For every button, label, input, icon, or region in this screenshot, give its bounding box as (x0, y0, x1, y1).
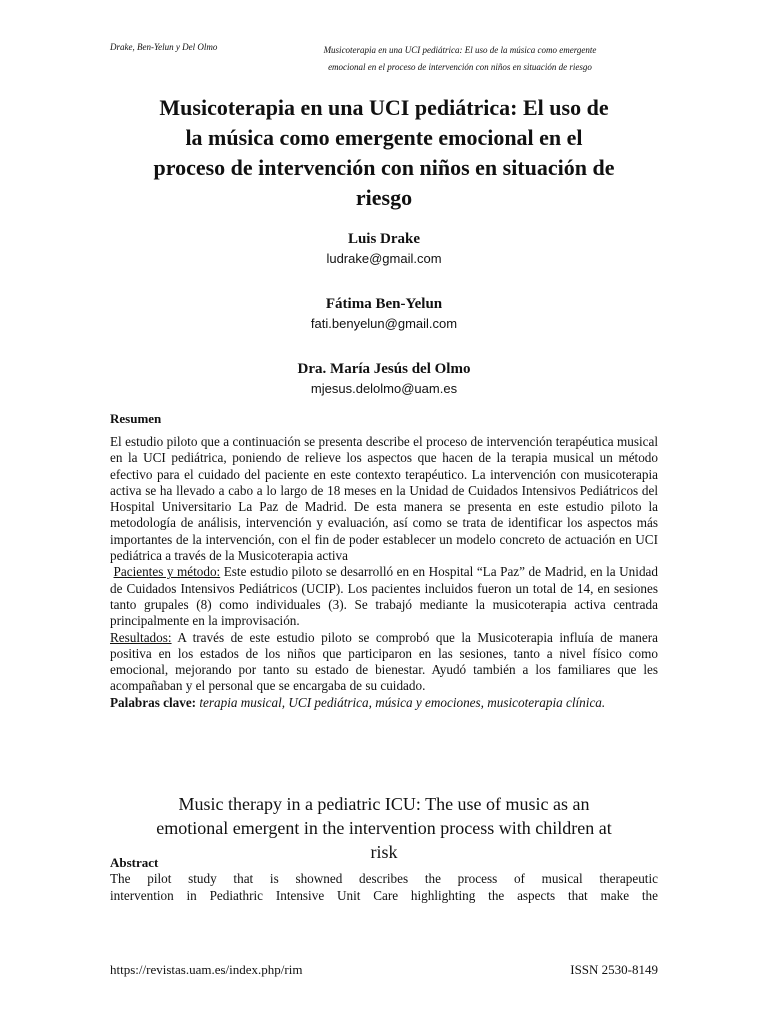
english-title-line: risk (370, 842, 398, 862)
author-name: Dra. María Jesús del Olmo (297, 361, 471, 377)
abstract-line: The pilot study that is showned describes the process of musical therapeutic (110, 871, 658, 886)
running-header-title (292, 42, 628, 76)
results-label: Resultados: (110, 629, 172, 645)
author-email[interactable]: fati.benyelun@gmail.com (310, 316, 458, 331)
running-header-authors: Drake, Ben-Yelun y Del Olmo (110, 42, 218, 52)
author-email[interactable]: ludrake@gmail.com (326, 251, 442, 266)
paper-title-line: la música como emergente emocional en el (185, 125, 583, 150)
author-email[interactable]: mjesus.delolmo@uam.es (310, 381, 458, 396)
abstract-heading: Abstract (110, 855, 159, 870)
paper-title (110, 93, 658, 213)
abstract-line: intervention in Pediathric Intensive Unit Care highlighting the aspects that make the (110, 887, 658, 903)
running-header-title-line: emocional en el proceso de intervención con niños en situación de riesgo (328, 62, 592, 72)
abstract-body (110, 871, 658, 904)
author-name: Fátima Ben-Yelun (325, 296, 443, 312)
keywords-text: terapia musical, UCI pediátrica, música y emociones, musicoterapia clínica. (196, 694, 606, 710)
resumen-heading: Resumen (110, 411, 162, 426)
resumen-paragraph: El estudio piloto que a continuación se presenta describe el proceso de intervención terapéutica musical en la UCI pediátrica, poniendo de relieve los aspectos que hacen de la terapia musical un método efectivo para el cuidado del paciente en este contexto terapéutico. La intervención con musicoterapia activa se ha llevado a cabo a lo largo de 18 meses en la Unidad de Cuidados Intensivos Pediátricos del Hospital Universitario La Paz de Madrid. De esta manera se presenta en este estudio piloto la metodología de análisis, intervención y evaluación, así como se trata de identificar los aspectos más importantes de la intervención, con el fin de poder establecer un modelo concreto de actuación en UCI pediátrica a través de la Musicoterapia activa (110, 434, 658, 564)
issn-label: ISSN 2530-8149 (570, 962, 658, 977)
author-name: Luis Drake (347, 231, 421, 247)
results-text: A través de este estudio piloto se comprobó que la Musicoterapia influía de manera positiva en los estados de los niños que participaron en las sesiones, tanto a nivel físico como emocional, mejorando por tanto su estado de bienestar. Ayudó también a los familiares que les acompañaban y el personal que se encargaba de su cuidado. (110, 629, 658, 694)
running-header-title-line: Musicoterapia en una UCI pediátrica: El uso de la música como emergente (323, 45, 597, 55)
keywords-paragraph (110, 695, 658, 711)
resumen-paragraph (110, 564, 658, 629)
resumen-body (110, 434, 658, 711)
english-title-line: Music therapy in a pediatric ICU: The use of music as an (178, 794, 590, 814)
english-title (110, 792, 658, 864)
paper-title-line: Musicoterapia en una UCI pediátrica: El uso de (159, 95, 609, 120)
journal-url-link[interactable]: https://revistas.uam.es/index.php/rim (110, 962, 303, 977)
methods-text: Este estudio piloto se desarrolló en en Hospital “La Paz” de Madrid, en la Unidad de Cuidados Intensivos Pediátricos (UCIP). Los pacientes incluidos fueron un total de 14, en sesiones tanto grupales (8) como individuales (3). Se trabajó mediante la musicoterapia activa centrada principalmente en la improvisación. (110, 564, 658, 629)
resumen-paragraph (110, 630, 658, 695)
english-title-line: emotional emergent in the intervention process with children at (156, 818, 612, 838)
paper-title-line: riesgo (355, 185, 413, 210)
paper-title-line: proceso de intervención con niños en situación de (153, 155, 615, 180)
methods-label: Pacientes y método: (113, 564, 221, 580)
keywords-label: Palabras clave: (110, 694, 197, 710)
